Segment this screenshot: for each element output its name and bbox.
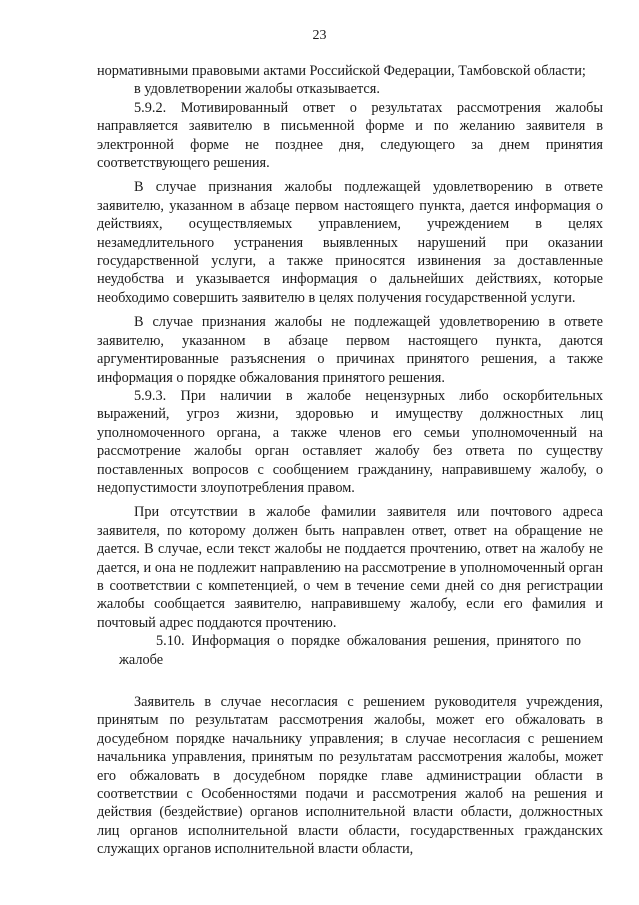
section-heading-5-10: 5.10. Информация о порядке обжалования решения, принятого по жалобе bbox=[119, 633, 581, 668]
paragraph-no-address: При отсутствии в жалобе фамилии заявителя или почтового адреса заявителя, по которому должен быть направлен ответ, ответ на обращение не дается. В случае, если текст жалобы не поддается прочтению, ответ на жалобу не дается, и она не подлежит направлению на рассмотрение в уполномоченный орган в соответствии с компетенцией, о чем в течение семи дней со дня регистрации жалобы сообщается заявителю, направившему жалобу, если его фамилия и почтовый адрес поддаются прочтению. bbox=[97, 504, 603, 631]
paragraph-refusal: в удовлетворении жалобы отказывается. bbox=[134, 81, 380, 98]
paragraph-not-satisfied: В случае признания жалобы не подлежащей удовлетворению в ответе заявителю, указанном в абзаце первом настоящего пункта, даются аргументированные разъяснения о причинах принятого решения, а также информация о порядке обжалования принятого решения. bbox=[97, 314, 603, 386]
paragraph-continuation: нормативными правовыми актами Российской Федерации, Тамбовской области; bbox=[97, 63, 586, 79]
paragraph-5-9-2: 5.9.2. Мотивированный ответ о результатах рассмотрения жалобы направляется заявителю в письменной форме и по желанию заявителя в электронной форме не позднее дня, следующего за днем принятия соответствующего решения. bbox=[97, 99, 603, 172]
paragraph-appeal: Заявитель в случае несогласия с решением руководителя учреждения, принятым по результатам рассмотрения жалобы, может его обжаловать в досудебном порядке начальнику управления; в случае несогласия с решением начальника управления, принятым по результатам рассмотрения жалобы, может его обжаловать в досудебном порядке главе администрации области в соответствии с Особенностями подачи и рассмотрения жалоб на решения и действия (бездействие) органов исполнительной власти области, должностных лиц органов исполнительной власти области, государственных гражданских служащих органов исполнительной власти области, bbox=[97, 694, 603, 858]
paragraph-5-9-3: 5.9.3. При наличии в жалобе нецензурных либо оскорбительных выражений, угроз жизни, здоровью и имуществу должностных лиц уполномоченного органа, а также членов его семьи уполномоченный на рассмотрение жалобы орган оставляет жалобу без ответа по существу поставленных вопросов с сообщением гражданину, направившему жалобу, о недопустимости злоупотребления правом. bbox=[97, 387, 603, 496]
paragraph-satisfied: В случае признания жалобы подлежащей удовлетворению в ответе заявителю, указанном в абзаце первом настоящего пункта, дается информация о действиях, осуществляемых управлением, учреждением в целях незамедлительного устранения выявленных нарушений при оказании государственной услуги, а также приносятся извинения за доставленные неудобства и указывается информация о дальнейших действиях, которые необходимо совершить заявителю в целях получения государственной услуги. bbox=[97, 179, 603, 306]
page-number: 23 bbox=[312, 28, 327, 43]
document-body bbox=[97, 62, 603, 859]
